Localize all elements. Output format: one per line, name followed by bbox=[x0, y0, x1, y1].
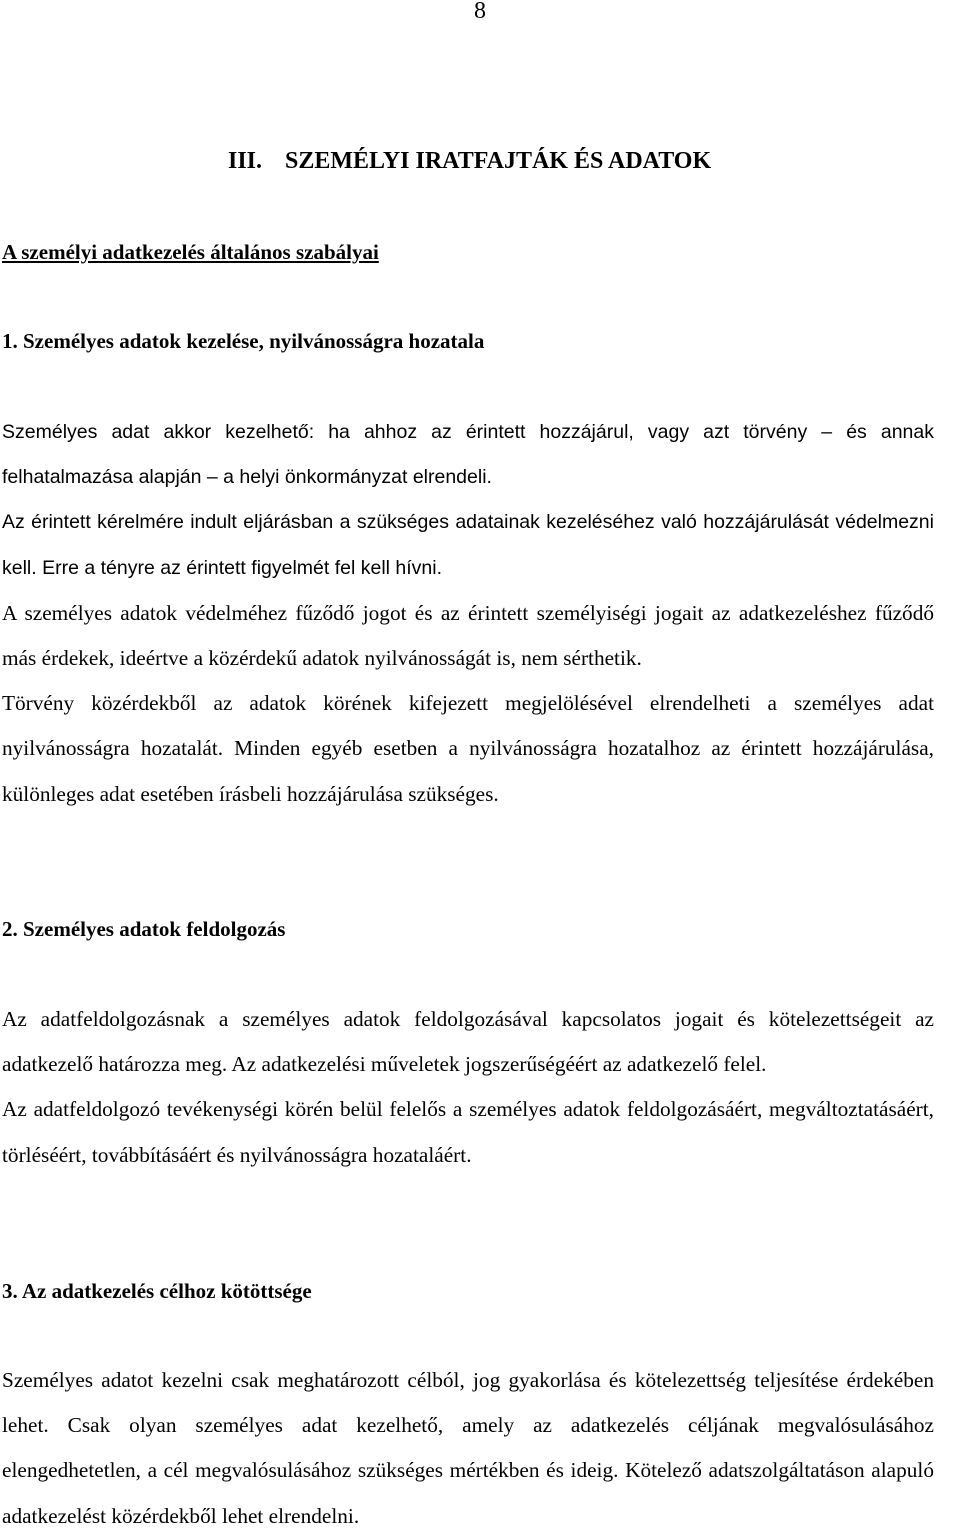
chapter-number: III. bbox=[228, 148, 263, 174]
section-title: A személyi adatkezelés általános szabályai bbox=[2, 240, 379, 264]
section-2-paragraph-2: Az adatfeldolgozó tevékenységi körén belül felelős a személyes adatok feldolgozásáért, megváltoztatásáért, törléséért, továbbításáért és nyilvánosságra hozataláért. bbox=[2, 1097, 934, 1167]
section-3-paragraph-1: Személyes adatot kezelni csak meghatározott célból, jog gyakorlása és kötelezettség teljesítése érdekében lehet. Csak olyan személyes adat kezelhető, amely az adatkezelés céljának megvalósulásához elengedhetetlen, a cél megvalósulásához szükséges mértékben és ideig. Kötelező adatszolgáltatáson alapuló adatkezelést közérdekből lehet elrendelni. bbox=[2, 1368, 934, 1528]
section-2-heading: 2. Személyes adatok feldolgozás bbox=[2, 917, 286, 941]
chapter-title-text: SZEMÉLYI IRATFAJTÁK ÉS ADATOK bbox=[285, 148, 712, 174]
section-1-body bbox=[2, 410, 934, 817]
section-1-heading: 1. Személyes adatok kezelése, nyilvánosságra hozatala bbox=[2, 329, 485, 353]
page-number: 8 bbox=[474, 0, 486, 24]
section-2-body bbox=[2, 997, 934, 1178]
chapter-title bbox=[228, 146, 711, 176]
section-2-paragraph-1: Az adatfeldolgozásnak a személyes adatok feldolgozásával kapcsolatos jogait és kötelezettségeit az adatkezelő határozza meg. Az adatkezelési műveletek jogszerűségéért az adatkezelő felel. bbox=[2, 1007, 934, 1077]
section-1-paragraph-1: Személyes adat akkor kezelhető: ha ahhoz az érintett hozzájárul, vagy azt törvény – és annak felhatalmazása alapján – a helyi önkormányzat elrendeli. bbox=[2, 421, 934, 489]
section-3-heading: 3. Az adatkezelés célhoz kötöttsége bbox=[2, 1279, 312, 1303]
section-1-paragraph-4: Törvény közérdekből az adatok körének kifejezett megjelölésével elrendelheti a személyes adat nyilvánosságra hozatalát. Minden egyéb esetben a nyilvánosságra hozatalhoz az érintett hozzájárulása, különleges adat esetében írásbeli hozzájárulása szükséges. bbox=[2, 691, 934, 806]
section-3-body bbox=[2, 1358, 934, 1539]
section-1-paragraph-3: A személyes adatok védelméhez fűződő jogot és az érintett személyiségi jogait az adatkezeléshez fűződő más érdekek, ideértve a közérdekű adatok nyilvánosságát is, nem sérthetik. bbox=[2, 600, 934, 671]
section-1-paragraph-2: Az érintett kérelmére indult eljárásban a szükséges adatainak kezeléséhez való hozzájárulását védelmezni kell. Erre a tényre az érintett figyelmét fel kell hívni. bbox=[2, 511, 934, 579]
